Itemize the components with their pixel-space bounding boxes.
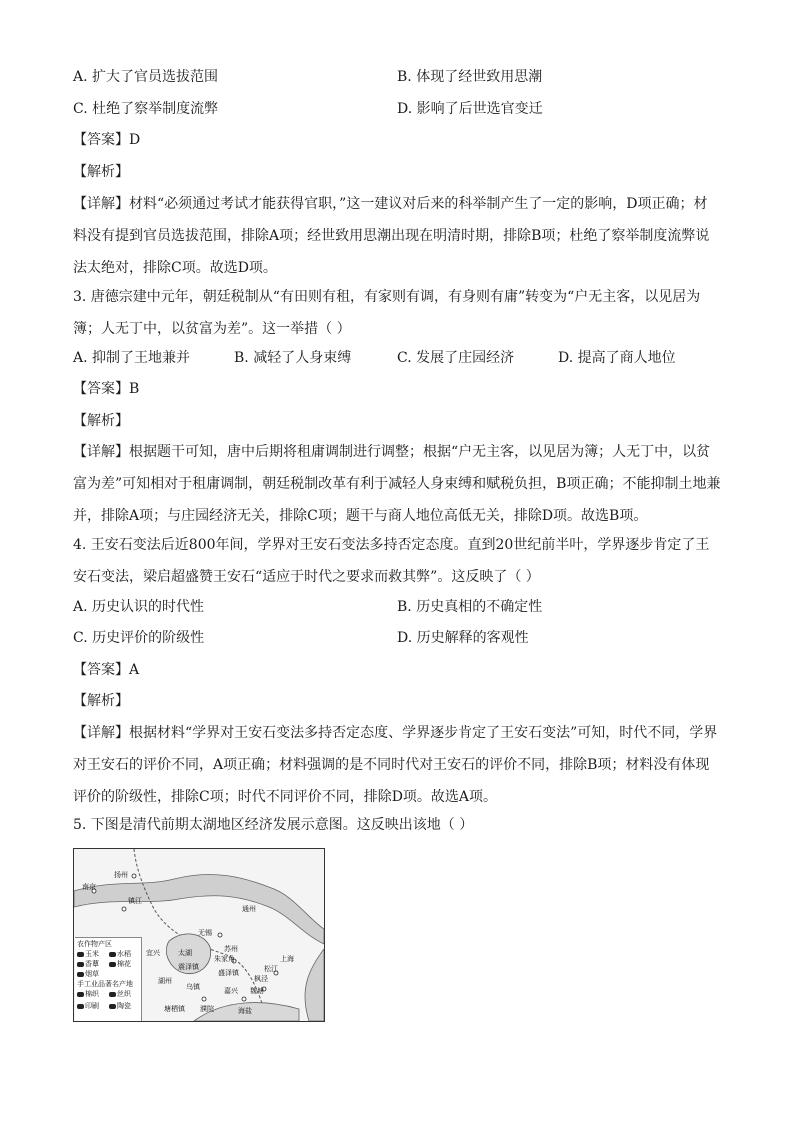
mushroom-icon bbox=[77, 962, 84, 967]
legend-ceramics: 陶瓷 bbox=[117, 1002, 131, 1010]
legend-rice: 水稻 bbox=[117, 950, 131, 958]
place-puyuan: 濮院 bbox=[200, 1005, 214, 1013]
cotton-icon bbox=[109, 962, 116, 967]
q4-option-c: C. 历史评价的阶级性 bbox=[73, 630, 205, 646]
place-zhenze: 震泽镇 bbox=[178, 963, 199, 971]
legend-title-crops: 农作物产区 bbox=[77, 940, 112, 948]
q4-option-d: D. 历史解释的客观性 bbox=[397, 630, 529, 646]
cotton-weaving-icon bbox=[77, 992, 84, 997]
legend-cotton-weaving: 棉织 bbox=[85, 990, 99, 998]
legend-silk-weaving: 丝织 bbox=[117, 990, 131, 998]
q3-option-d: D. 提高了商人地位 bbox=[558, 350, 676, 366]
city-marker bbox=[218, 933, 222, 937]
place-jiaxing: 嘉兴 bbox=[224, 987, 238, 995]
q2-detail: 【详解】材料“必须通过考试才能获得官职，”这一建议对后来的科举制产生了一定的影响，D项正确；材料没有提到官员选拔范围，排除A项；经世致用思潮出现在明清时期，排除B项；杜绝了察举制度流弊说法太绝对，排除C项。故选D项。 bbox=[73, 196, 710, 276]
place-yixing: 宜兴 bbox=[146, 949, 160, 957]
legend-printing: 印刷 bbox=[85, 1002, 99, 1010]
q2-option-d: D. 影响了后世选官变迁 bbox=[397, 101, 543, 117]
ceramics-icon bbox=[109, 1004, 116, 1009]
city-marker bbox=[202, 997, 206, 1001]
place-wuxi: 无锡 bbox=[198, 929, 212, 937]
place-suzhou: 苏州 bbox=[224, 945, 238, 953]
legend-tobacco: 烟草 bbox=[85, 970, 99, 978]
place-zhenjiang: 镇江 bbox=[128, 897, 142, 905]
place-taihu: 太湖 bbox=[178, 949, 192, 957]
place-nanjing: 南京 bbox=[82, 883, 96, 891]
silk-weaving-icon bbox=[109, 992, 116, 997]
q4-option-a: A. 历史认识的时代性 bbox=[73, 599, 205, 615]
q2-option-c: C. 杜绝了察举制度流弊 bbox=[73, 101, 219, 117]
legend-cotton: 棉花 bbox=[117, 960, 131, 968]
place-tangqi: 塘栖镇 bbox=[164, 1005, 185, 1013]
q4-detail: 【详解】根据材料“学界对王安石变法多持否定态度、学界逐步肯定了王安石变法”可知，时代不同，学界对王安石的评价不同，A项正确；材料强调的是不同时代对王安石的评价不同，排除B项；材料没有体现评价的阶级性，排除C项；时代不同评价不同，排除D项。故选A项。 bbox=[73, 725, 718, 805]
q3-option-b: B. 减轻了人身束缚 bbox=[234, 350, 352, 366]
q5-stem: 5. 下图是清代前期太湖地区经济发展示意图。这反映出该地（ ） bbox=[73, 817, 474, 833]
sea bbox=[305, 949, 324, 1021]
q2-answer: 【答案】D bbox=[73, 132, 141, 148]
q3-stem: 3. 唐德宗建中元年，朝廷税制从“有田则有租，有家则有调，有身则有庸”转变为“户无主客，以见居为簿；人无丁中，以贫富为差”。这一举措（ ） bbox=[73, 289, 701, 337]
q3-answer: 【答案】B bbox=[73, 381, 140, 397]
place-shanghai: 上海 bbox=[280, 955, 294, 963]
city-marker bbox=[242, 997, 246, 1001]
q3-detail: 【详解】根据题干可知，唐中后期将租庸调制进行调整；根据“户无主客，以见居为簿；人无丁中，以贫富为差”可知相对于租庸调制，朝廷税制改革有利于减轻人身束缚和赋税负担，B项正确；不能抑制土地兼并，排除A项；与庄园经济无关，排除C项；题干与商人地位高低无关，排除D项。故选B项。 bbox=[73, 444, 721, 524]
q2-option-a: A. 扩大了官员选拔范围 bbox=[73, 69, 219, 85]
q2-analysis-label: 【解析】 bbox=[73, 164, 129, 180]
rice-icon bbox=[109, 952, 116, 957]
place-shengze: 盛泽镇 bbox=[218, 969, 239, 977]
place-weitang: 魏塘 bbox=[250, 987, 264, 995]
corn-icon bbox=[77, 952, 84, 957]
taihu-economy-map bbox=[73, 848, 325, 1022]
place-tongzhou: 通州 bbox=[242, 905, 256, 913]
city-marker bbox=[132, 874, 136, 878]
q2-option-b: B. 体现了经世致用思潮 bbox=[397, 69, 543, 85]
place-huzhou: 湖州 bbox=[158, 977, 172, 985]
q3-option-a: A. 抑制了王地兼并 bbox=[73, 350, 191, 366]
q4-option-b: B. 历史真相的不确定性 bbox=[397, 599, 543, 615]
place-haiyan: 海盐 bbox=[238, 1007, 252, 1015]
place-songjiang: 松江 bbox=[264, 965, 278, 973]
place-yangzhou: 扬州 bbox=[114, 871, 128, 879]
tobacco-icon bbox=[77, 972, 84, 977]
place-fengjing: 枫泾 bbox=[254, 975, 268, 983]
q3-analysis-label: 【解析】 bbox=[73, 413, 129, 429]
legend-title-crafts: 手工业品著名产地 bbox=[77, 980, 133, 988]
city-marker bbox=[122, 907, 126, 911]
q4-analysis-label: 【解析】 bbox=[73, 693, 129, 709]
legend-corn: 玉米 bbox=[85, 950, 99, 958]
map-legend bbox=[75, 937, 142, 1021]
q4-stem: 4. 王安石变法后近800年间，学界对王安石变法多持否定态度。直到20世纪前半叶，学界逐步肯定了王安石变法，梁启超盛赞王安石“适应于时代之要求而救其弊”。这反映了（ ） bbox=[73, 537, 710, 585]
printing-icon bbox=[77, 1004, 84, 1009]
q4-answer: 【答案】A bbox=[73, 662, 140, 678]
place-zhujiajiao: 朱家角 bbox=[214, 955, 235, 963]
legend-mushroom: 香蕈 bbox=[85, 960, 99, 968]
place-wuzhen: 乌镇 bbox=[186, 983, 200, 991]
q3-option-c: C. 发展了庄园经济 bbox=[397, 350, 515, 366]
